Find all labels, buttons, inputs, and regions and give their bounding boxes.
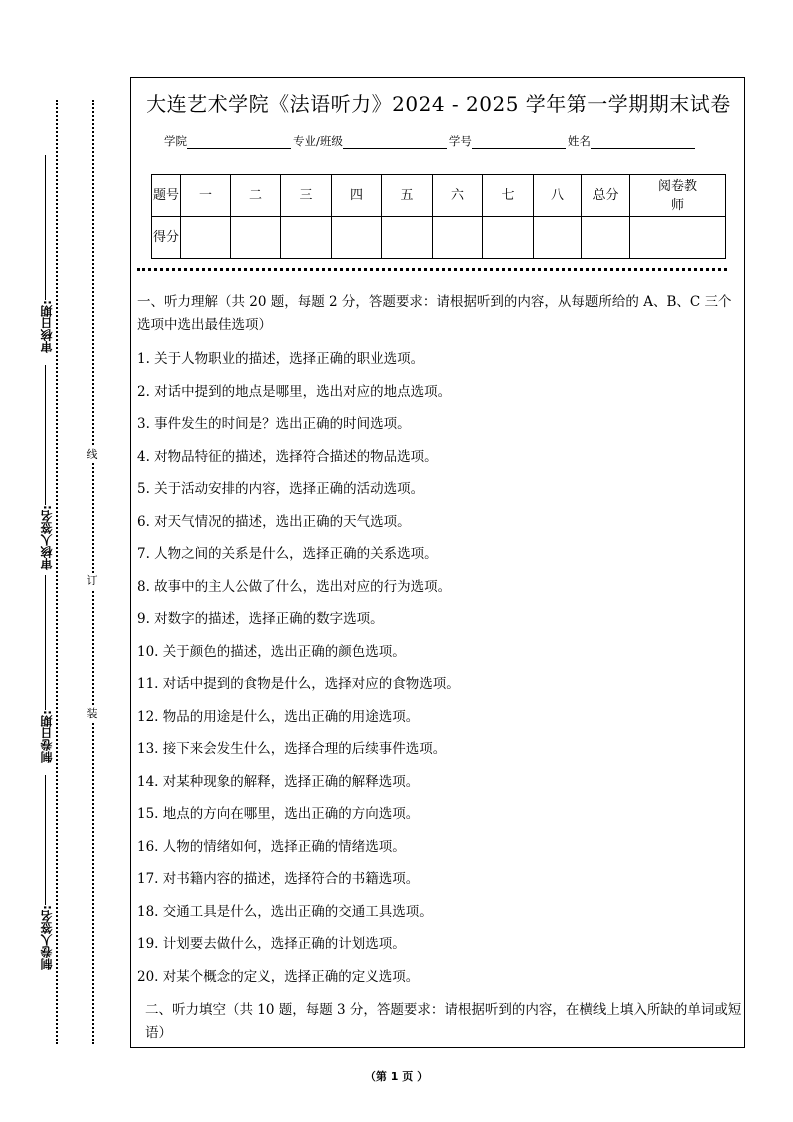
college-field[interactable] [187, 136, 291, 149]
major-field[interactable] [343, 136, 447, 149]
question-item: 2. 对话中提到的地点是哪里，选出对应的地点选项。 [137, 383, 452, 400]
score-cell[interactable] [582, 217, 630, 259]
binding-margin [0, 0, 128, 1122]
header-cell: 五 [382, 175, 433, 217]
name-label: 姓名 [567, 134, 591, 148]
question-item: 8. 故事中的主人公做了什么，选出对应的行为选项。 [137, 578, 452, 595]
header-cell: 题号 [152, 175, 181, 217]
cut-mark-line: 线 [84, 447, 100, 463]
student-id-label: 学号 [448, 134, 472, 148]
score-cell[interactable] [483, 217, 534, 259]
make-date-label: 制卷日期: [40, 710, 54, 763]
score-cell[interactable] [181, 217, 231, 259]
question-item: 20. 对某个概念的定义，选择正确的定义选项。 [137, 968, 420, 985]
exam-title: 大连艺术学院《法语听力》2024 - 2025 学年第一学期期末试卷 [146, 92, 731, 116]
cut-mark-fold: 装 [84, 706, 100, 722]
question-item: 12. 物品的用途是什么，选出正确的用途选项。 [137, 708, 420, 725]
score-table [151, 174, 726, 259]
make-sign-label: 制卷人签名: [40, 905, 54, 970]
score-cell[interactable] [630, 217, 726, 259]
header-cell: 六 [433, 175, 483, 217]
college-label: 学院 [164, 134, 187, 148]
audit-sign-label: 审核人签名: [40, 505, 54, 570]
exam-body [137, 291, 742, 1045]
header-cell: 阅卷教师 [630, 175, 726, 217]
page-number: （第 1 页 ） [364, 1070, 429, 1083]
score-cell[interactable] [382, 217, 433, 259]
question-item: 6. 对天气情况的描述，选出正确的天气选项。 [137, 513, 411, 530]
make-sign-line [45, 775, 46, 905]
question-item: 10. 关于颜色的描述，选出正确的颜色选项。 [137, 643, 406, 660]
header-cell: 四 [332, 175, 382, 217]
header-cell: 八 [534, 175, 582, 217]
make-date-line [45, 575, 46, 710]
score-value-row [152, 217, 726, 259]
header-cell: 一 [181, 175, 231, 217]
student-info-row [164, 133, 697, 149]
header-cell: 总分 [582, 175, 630, 217]
question-item: 9. 对数字的描述，选择正确的数字选项。 [137, 611, 384, 627]
question-item: 7. 人物之间的关系是什么，选择正确的关系选项。 [137, 546, 438, 562]
score-cell[interactable] [281, 217, 332, 259]
section2-heading: 二、听力填空（共 10 题，每题 3 分，答题要求：请根据听到的内容，在横线上填入所缺的单词或短语） [145, 1002, 742, 1041]
outer-dotted-line [56, 100, 58, 1044]
score-cell[interactable] [231, 217, 281, 259]
question-item: 11. 对话中提到的食物是什么，选择对应的食物选项。 [137, 676, 460, 692]
question-item: 14. 对某种现象的解释，选择正确的解释选项。 [137, 773, 420, 790]
score-row-label: 得分 [152, 217, 181, 259]
question-item: 15. 地点的方向在哪里，选出正确的方向选项。 [137, 806, 420, 822]
cut-dotted-line [92, 100, 94, 1044]
student-id-field[interactable] [472, 136, 566, 149]
question-item: 13. 接下来会发生什么，选择合理的后续事件选项。 [137, 741, 447, 757]
question-item: 19. 计划要去做什么，选择正确的计划选项。 [137, 936, 406, 952]
audit-date-label: 审核日期: [40, 300, 54, 353]
audit-date-line [45, 155, 46, 300]
score-cell[interactable] [534, 217, 582, 259]
exam-sheet [130, 77, 745, 1048]
score-header-row [152, 175, 726, 217]
score-cell[interactable] [433, 217, 483, 259]
question-list [137, 343, 742, 993]
header-cell: 七 [483, 175, 534, 217]
question-item: 17. 对书籍内容的描述，选择符合的书籍选项。 [137, 871, 420, 887]
question-item: 5. 关于活动安排的内容，选择正确的活动选项。 [137, 481, 425, 497]
major-label: 专业/班级 [293, 134, 343, 148]
question-item: 1. 关于人物职业的描述，选择正确的职业选项。 [137, 351, 425, 367]
header-cell: 三 [281, 175, 332, 217]
name-field[interactable] [591, 136, 695, 149]
cut-mark-bind: 订 [84, 573, 100, 589]
section1-heading: 一、听力理解（共 20 题，每题 2 分，答题要求：请根据听到的内容，从每题所给的 A、B、C 三个选项中选出最佳选项） [137, 294, 732, 333]
question-item: 18. 交通工具是什么，选出正确的交通工具选项。 [137, 903, 433, 920]
question-item: 16. 人物的情绪如何，选择正确的情绪选项。 [137, 838, 406, 855]
question-item: 3. 事件发生的时间是？选出正确的时间选项。 [137, 416, 411, 432]
score-cell[interactable] [332, 217, 382, 259]
audit-sign-line [45, 365, 46, 505]
header-cell: 二 [231, 175, 281, 217]
question-item: 4. 对物品特征的描述，选择符合描述的物品选项。 [137, 448, 438, 465]
dotted-separator [137, 268, 727, 271]
